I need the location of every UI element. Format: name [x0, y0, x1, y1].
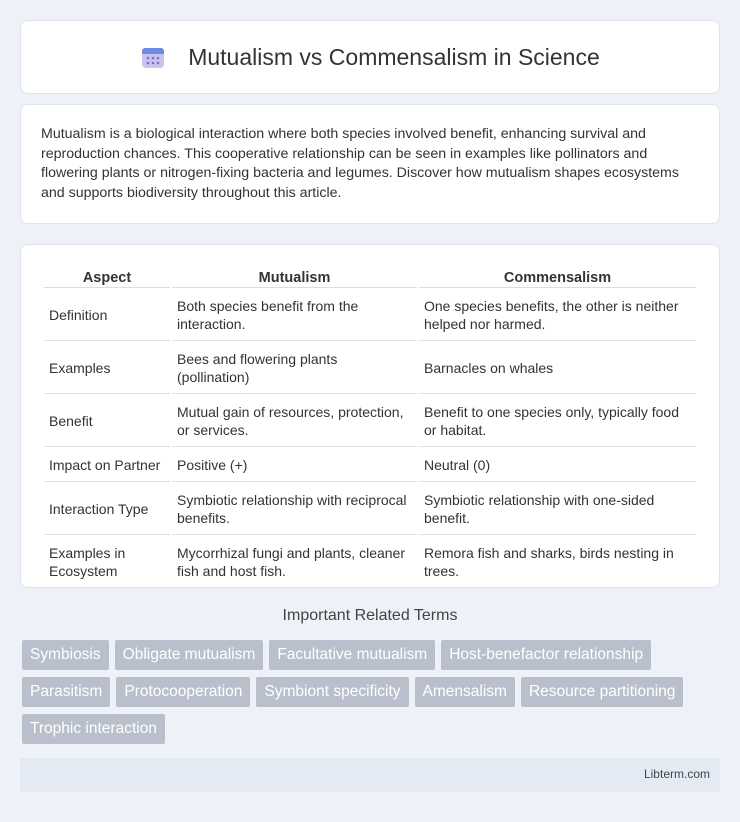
intro-paragraph: Mutualism is a biological interaction where both species involved benefit, enhancing survival and reproduction chances. This cooperative relationship can be seen in examples like pollinators and flowering plants or nitrogen-fixing bacteria and legumes. Discover how mutualism shapes ecosystems and supports biodiversity throughout this article.: [41, 126, 679, 201]
table-cell-mutualism: Bees and flowering plants (pollination): [172, 343, 417, 394]
table-cell-commensalism: Barnacles on whales: [419, 343, 696, 394]
table-row: [44, 484, 696, 535]
table-cell-commensalism: One species benefits, the other is neither helped nor harmed.: [419, 290, 696, 341]
table-row: [44, 449, 696, 482]
comparison-table: [42, 265, 698, 590]
related-term-tag[interactable]: Obligate mutualism: [115, 640, 264, 670]
table-cell-aspect: Definition: [44, 290, 170, 341]
footer: [20, 758, 720, 792]
table-cell-aspect: Examples: [44, 343, 170, 394]
comparison-table-card: [20, 244, 720, 588]
related-terms-heading: Important Related Terms: [282, 607, 458, 624]
column-header-aspect: Aspect: [44, 267, 170, 288]
related-terms-list: [22, 640, 722, 744]
related-term-tag[interactable]: Host-benefactor relationship: [441, 640, 651, 670]
related-term-tag[interactable]: Resource partitioning: [521, 677, 683, 707]
table-cell-commensalism: Benefit to one species only, typically food or habitat.: [419, 396, 696, 447]
table-cell-commensalism: Neutral (0): [419, 449, 696, 482]
table-row: [44, 343, 696, 394]
header-card: [20, 20, 720, 94]
table-header-row: [44, 267, 696, 288]
table-cell-mutualism: Symbiotic relationship with reciprocal benefits.: [172, 484, 417, 535]
table-row: [44, 396, 696, 447]
table-row: [44, 290, 696, 341]
table-cell-mutualism: Positive (+): [172, 449, 417, 482]
table-cell-mutualism: Mycorrhizal fungi and plants, cleaner fish and host fish.: [172, 537, 417, 588]
intro-card: [20, 104, 720, 224]
related-term-tag[interactable]: Amensalism: [415, 677, 515, 707]
table-cell-aspect: Benefit: [44, 396, 170, 447]
related-term-tag[interactable]: Symbiosis: [22, 640, 109, 670]
related-term-tag[interactable]: Parasitism: [22, 677, 110, 707]
column-header-commensalism: Commensalism: [419, 267, 696, 288]
table-cell-mutualism: Both species benefit from the interaction.: [172, 290, 417, 341]
column-header-mutualism: Mutualism: [172, 267, 417, 288]
table-cell-commensalism: Symbiotic relationship with one-sided benefit.: [419, 484, 696, 535]
calendar-icon: [140, 44, 166, 70]
related-term-tag[interactable]: Facultative mutualism: [269, 640, 435, 670]
related-term-tag[interactable]: Symbiont specificity: [256, 677, 408, 707]
table-cell-aspect: Impact on Partner: [44, 449, 170, 482]
related-term-tag[interactable]: Trophic interaction: [22, 714, 165, 744]
table-cell-commensalism: Remora fish and sharks, birds nesting in trees.: [419, 537, 696, 588]
related-term-tag[interactable]: Protocooperation: [116, 677, 250, 707]
page-title: Mutualism vs Commensalism in Science: [188, 43, 600, 70]
table-cell-aspect: Interaction Type: [44, 484, 170, 535]
table-cell-mutualism: Mutual gain of resources, protection, or services.: [172, 396, 417, 447]
table-cell-aspect: Examples in Ecosystem: [44, 537, 170, 588]
footer-site-link[interactable]: Libterm.com: [643, 767, 710, 781]
table-row: [44, 537, 696, 588]
